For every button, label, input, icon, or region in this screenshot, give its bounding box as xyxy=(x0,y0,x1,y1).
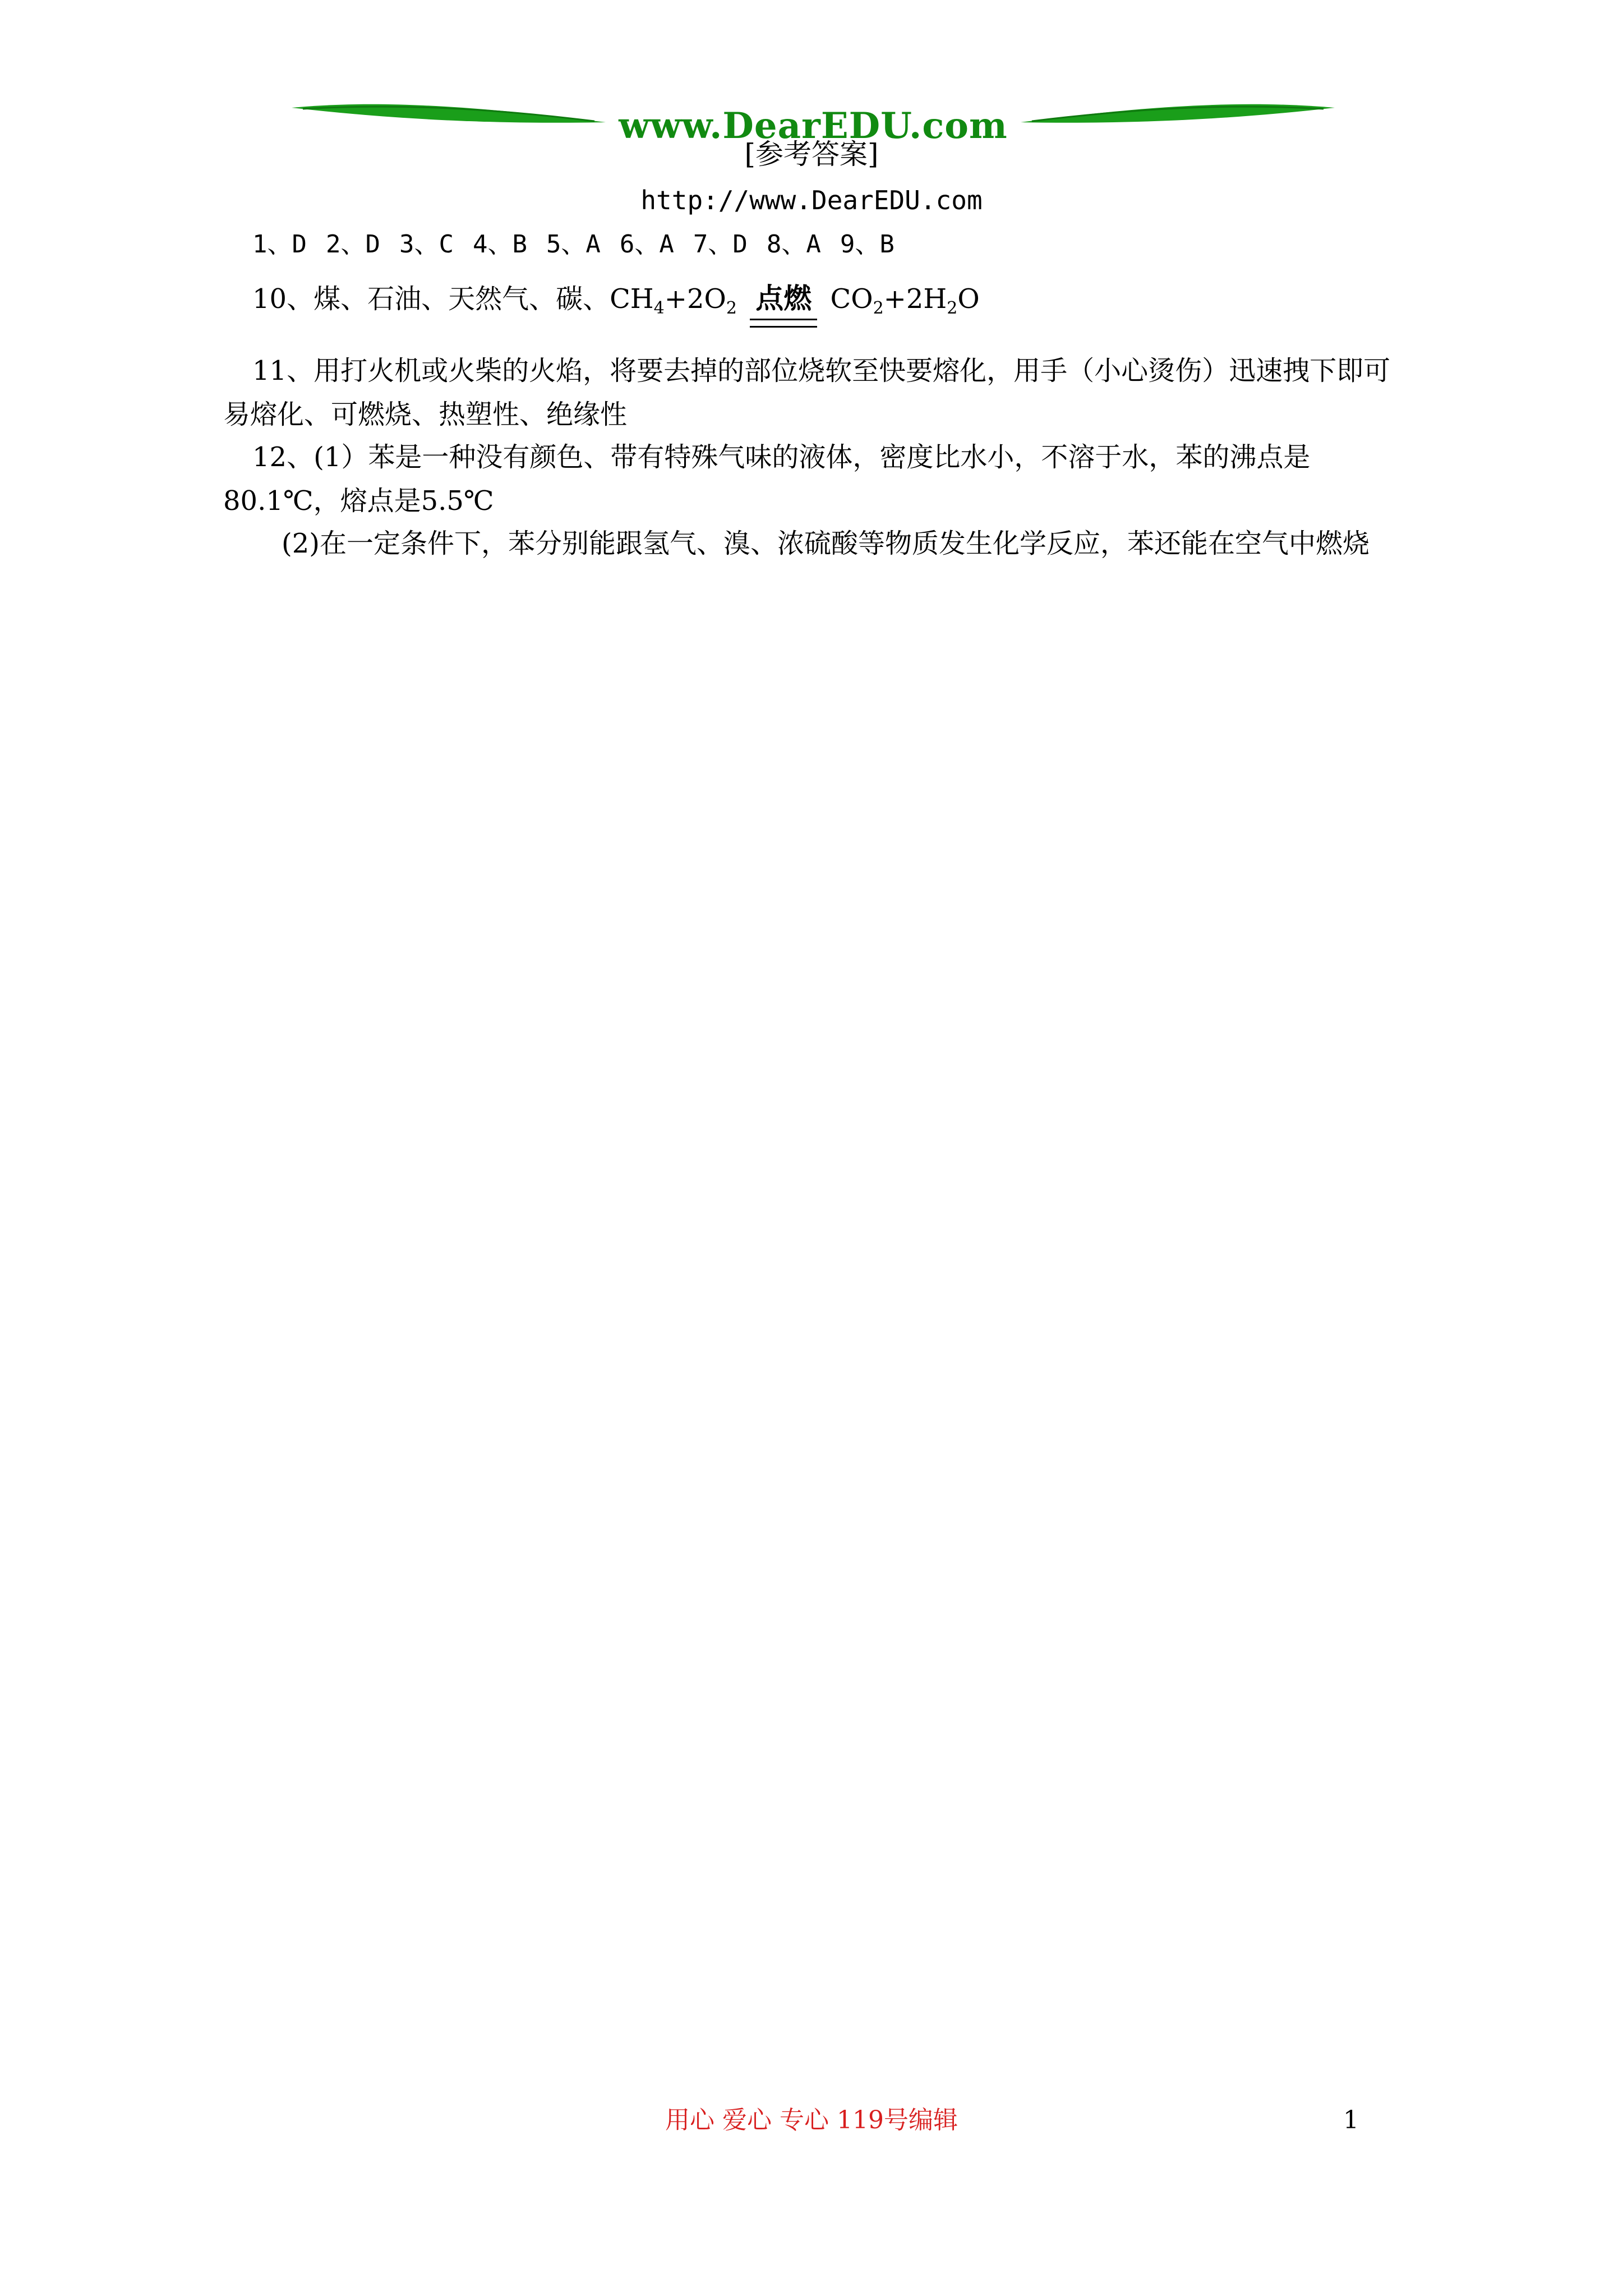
answer-item: 8、A xyxy=(766,230,821,259)
answer-item: 7、D xyxy=(693,230,748,259)
page-number: 1 xyxy=(1343,2106,1359,2134)
q10-product: CO xyxy=(830,283,873,315)
q10-prefix: 10、煤、石油、天然气、碳、CH xyxy=(252,283,654,315)
q10-product: O xyxy=(957,283,980,315)
question-11-answer: 11、用打火机或火柴的火焰，将要去掉的部位烧软至快要熔化，用手（小心烫伤）迅速拽下即可 易熔化、可燃烧、热塑性、绝缘性 xyxy=(223,355,1418,430)
answer-item: 2、D xyxy=(325,230,380,259)
question-12-part-2: (2)在一定条件下，苯分别能跟氢气、溴、浓硫酸等物质发生化学反应，苯还能在空气中燃烧 xyxy=(282,528,1370,559)
answer-item: 6、A xyxy=(619,230,674,259)
answer-item: 3、C xyxy=(399,230,454,259)
reaction-condition: 点燃 xyxy=(750,280,817,316)
document-title: [参考答案] xyxy=(744,138,879,171)
q10-subscript: 2 xyxy=(873,298,884,318)
answer-item: 4、B xyxy=(472,230,527,259)
answer-list xyxy=(252,227,914,263)
site-url: http://www.DearEDU.com xyxy=(640,185,983,215)
answer-item: 1、D xyxy=(252,230,307,259)
answer-item: 5、A xyxy=(546,230,601,259)
question-10-answer xyxy=(252,280,980,326)
footer-text: 用心 爱心 专心 119号编辑 xyxy=(665,2106,958,2134)
question-12-part-1: 12、(1）苯是一种没有颜色、带有特殊气味的液体，密度比水小，不溶于水，苯的沸点是80.1℃，熔点是5.5℃ xyxy=(223,441,1311,517)
q10-product: +2H xyxy=(883,283,947,315)
answer-item: 9、B xyxy=(840,230,895,259)
site-logo: www.DearEDU.com xyxy=(619,105,1008,147)
q10-subscript: 2 xyxy=(726,298,737,318)
q10-reactant: +2O xyxy=(664,283,726,315)
q10-subscript: 2 xyxy=(947,298,958,318)
q10-subscript: 4 xyxy=(653,298,665,318)
